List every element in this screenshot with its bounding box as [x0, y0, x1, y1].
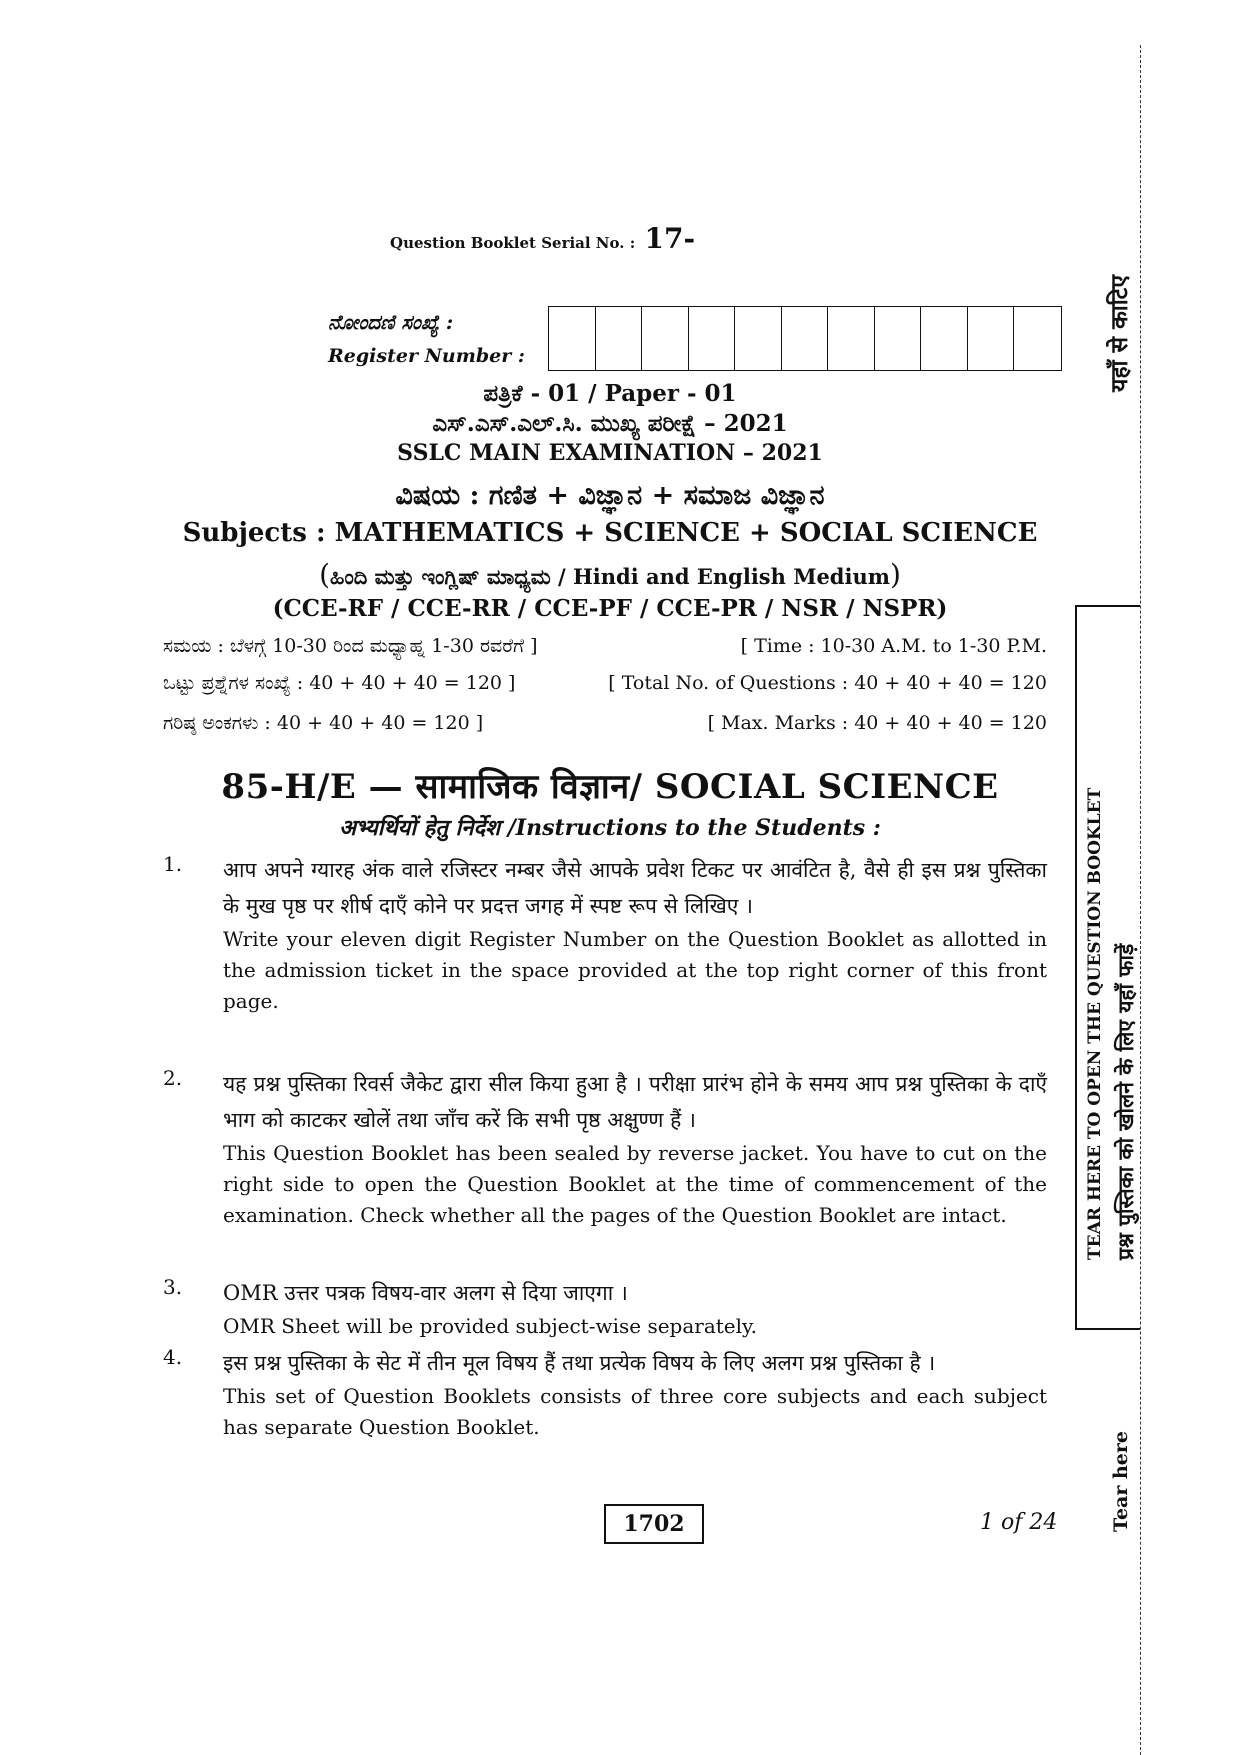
instruction-english: Write your eleven digit Register Number on the Question Booklet as allotted in the admission ticket in the space provided at the top right corner of this front page. [223, 927, 1047, 1013]
course-codes-text: CCE-RF / CCE-RR / CCE-PF / CCE-PR / NSR / NSPR [283, 595, 937, 622]
marks-row [163, 712, 1047, 734]
instruction-hindi: आप अपने ग्यारह अंक वाले रजिस्टर नम्बर जैसे आपके प्रवेश टिकट पर आवंटित है, वैसे ही इस प्रश्न पुस्तिका के मुख पृष्ठ पर शीर्ष दाएँ कोने पर प्रदत्त जगह में स्पष्ट रूप से लिखिए । [223, 858, 1047, 918]
instruction-item [163, 1066, 1047, 1231]
register-digit-box[interactable] [642, 307, 689, 370]
register-digit-box[interactable] [549, 307, 596, 370]
instruction-english: This set of Question Booklets consists of three core subjects and each subject has separate Question Booklet. [223, 1384, 1047, 1439]
tear-cut-line[interactable] [1140, 45, 1141, 1755]
register-digit-box[interactable] [968, 307, 1015, 370]
instruction-number: 1. [163, 852, 183, 876]
register-label-english: Register Number : [328, 345, 525, 367]
exam-title-kannada: ಎಸ್.ಎಸ್.ಎಲ್.ಸಿ. ಮುಖ್ಯ ಪರೀಕ್ಷೆ – 2021 [432, 410, 788, 437]
time-row [163, 635, 1047, 657]
marks-kannada: ಗರಿಷ್ಠ ಅಂಕಗಳು : 40 + 40 + 40 = 120 ] [163, 712, 484, 734]
page-number: 1 of 24 [980, 1510, 1058, 1535]
register-label-kannada: ನೋಂದಣಿ ಸಂಖ್ಯೆ : [328, 310, 454, 334]
register-digit-box[interactable] [875, 307, 922, 370]
instruction-number: 2. [163, 1066, 183, 1090]
time-kannada: ಸಮಯ : ಬೆಳಗ್ಗೆ 10-30 ರಿಂದ ಮಧ್ಯಾಹ್ನ 1-30 ರವರೆಗೆ ] [163, 635, 538, 657]
subjects-english: Subjects : MATHEMATICS + SCIENCE + SOCIAL SCIENCE [182, 518, 1038, 548]
instructions-heading: अभ्यर्थियों हेतु निर्देश /Instructions to the Students : [339, 815, 881, 841]
subjects-kannada: ವಿಷಯ : ಗಣಿತ + ವಿಜ್ಞಾನ + ಸಮಾಜ ವಿಜ್ಞಾನ [395, 480, 825, 511]
medium-line: (ಹಿಂದಿ ಮತ್ತು ಇಂಗ್ಲಿಷ್ ಮಾಧ್ಯಮ / Hindi and English Medium) [319, 558, 901, 591]
register-digit-box[interactable] [1014, 307, 1061, 370]
register-digit-box[interactable] [596, 307, 643, 370]
serial-number [390, 222, 695, 255]
questions-kannada: ಒಟ್ಟು ಪ್ರಶ್ನೆಗಳ ಸಂಖ್ಯೆ : 40 + 40 + 40 = 120 ] [163, 672, 516, 694]
tear-here-label: Tear here [1110, 1431, 1132, 1532]
time-english: [ Time : 10-30 A.M. to 1-30 P.M. [740, 635, 1047, 657]
register-digit-box[interactable] [782, 307, 829, 370]
register-digit-box[interactable] [689, 307, 736, 370]
instruction-english: OMR Sheet will be provided subject-wise separately. [223, 1314, 758, 1338]
questions-row [163, 672, 1047, 694]
paper-label: ಪತ್ರಿಕೆ - 01 / Paper - 01 [483, 380, 737, 407]
instruction-item [163, 1275, 1047, 1342]
instruction-hindi: इस प्रश्न पुस्तिका के सेट में तीन मूल विषय हैं तथा प्रत्येक विषय के लिए अलग प्रश्न पुस्तिका है । [223, 1351, 936, 1375]
questions-english: [ Total No. of Questions : 40 + 40 + 40 = 120 [608, 672, 1047, 694]
register-digit-box[interactable] [735, 307, 782, 370]
cut-here-hindi: यहाँ से काटिए [1106, 275, 1133, 392]
medium-text: ಹಿಂದಿ ಮತ್ತು ಇಂಗ್ಲಿಷ್ ಮಾಧ್ಯಮ / Hindi and English Medium [330, 564, 890, 589]
serial-label: Question Booklet Serial No. : [390, 234, 636, 252]
instruction-number: 3. [163, 1275, 183, 1299]
tear-here-hindi: प्रश्न पुस्तिका को खोलने के लिए यहाँ फाड़ें [1113, 943, 1138, 1260]
course-codes: (CCE-RF / CCE-RR / CCE-PF / CCE-PR / NSR / NSPR) [272, 595, 948, 622]
instruction-english: This Question Booklet has been sealed by reverse jacket. You have to cut on the right side to open the Question Booklet at the time of commencement of the examination. Check whether all the pages of the Question Booklet are intact. [223, 1141, 1047, 1227]
instruction-hindi: OMR उत्तर पत्रक विषय-वार अलग से दिया जाएगा । [223, 1281, 628, 1305]
instruction-item [163, 1345, 1047, 1443]
instruction-hindi: यह प्रश्न पुस्तिका रिवर्स जैकेट द्वारा सील किया हुआ है । परीक्षा प्रारंभ होने के समय आप प्रश्न पुस्तिका के दाएँ भाग को काटकर खोलें तथा जाँच करें कि सभी पृष्ठ अक्षुण्ण हैं । [223, 1072, 1047, 1132]
exam-title-english: SSLC MAIN EXAMINATION – 2021 [397, 440, 823, 466]
serial-value: 17- [644, 222, 696, 255]
booklet-code-badge: 1702 [604, 1504, 704, 1544]
marks-english: [ Max. Marks : 40 + 40 + 40 = 120 [707, 712, 1047, 734]
instruction-item [163, 852, 1047, 1017]
tear-here-english: TEAR HERE TO OPEN THE QUESTION BOOKLET [1085, 787, 1105, 1260]
register-digit-box[interactable] [828, 307, 875, 370]
paper-title: 85-H/E — सामाजिक विज्ञान/ SOCIAL SCIENCE [221, 767, 999, 807]
instruction-number: 4. [163, 1345, 183, 1369]
register-digit-box[interactable] [921, 307, 968, 370]
register-number-boxes[interactable] [548, 306, 1062, 371]
